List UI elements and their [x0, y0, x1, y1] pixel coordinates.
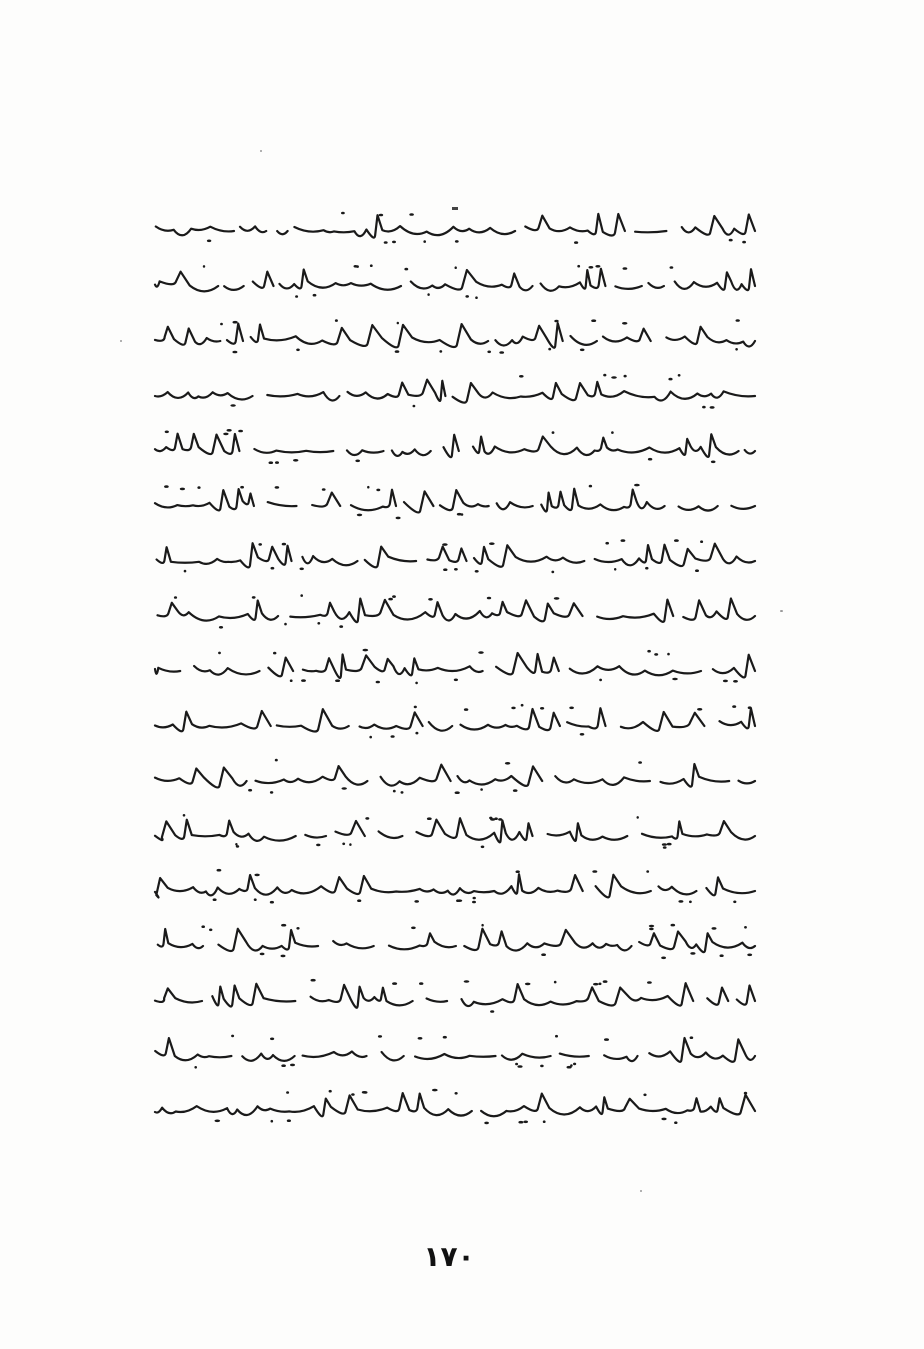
- paper-speck: [780, 610, 783, 612]
- manuscript-line: [150, 590, 760, 630]
- page-number: ١٧٠: [423, 1240, 475, 1273]
- manuscript-line: [150, 1085, 760, 1125]
- paper-speck: [120, 340, 122, 342]
- manuscript-line: [150, 810, 760, 850]
- manuscript-line: [150, 865, 760, 905]
- manuscript-line: [150, 480, 760, 520]
- manuscript-line: [150, 755, 760, 795]
- manuscript-line: [150, 645, 760, 685]
- manuscript-line: [150, 370, 760, 410]
- manuscript-line: [150, 535, 760, 575]
- handwritten-text-block: [150, 205, 760, 1145]
- paper-speck: [260, 150, 262, 152]
- manuscript-line: [150, 920, 760, 960]
- manuscript-line: [150, 315, 760, 355]
- manuscript-line: [150, 975, 760, 1015]
- paper-speck: [640, 1190, 642, 1192]
- manuscript-line: [150, 1030, 760, 1070]
- manuscript-line: [150, 205, 760, 245]
- manuscript-line: [150, 700, 760, 740]
- manuscript-line: [150, 425, 760, 465]
- manuscript-line: [150, 260, 760, 300]
